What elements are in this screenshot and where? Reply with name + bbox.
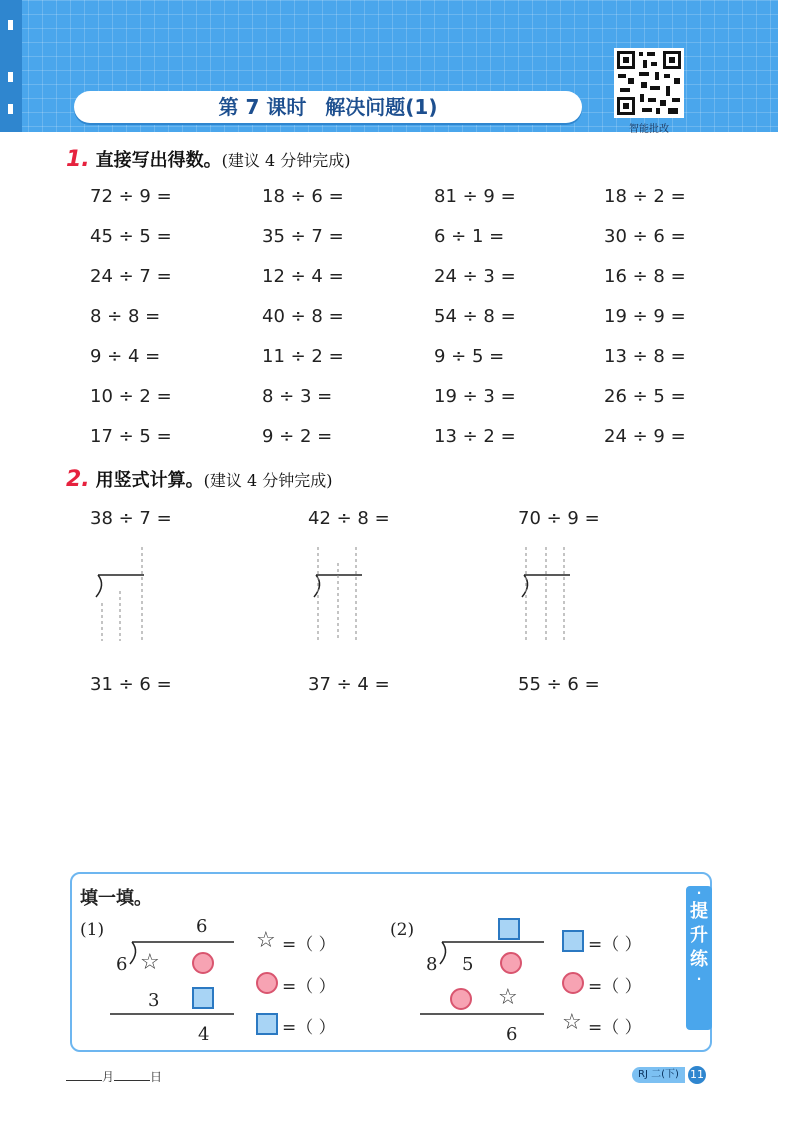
star-icon: ☆ [256,928,276,953]
oral-problem: 45 ÷ 5 = [90,226,172,247]
oral-problem: 11 ÷ 2 = [262,346,344,367]
oral-problem: 16 ÷ 8 = [604,266,686,287]
vertical-problem: 31 ÷ 6 = [90,674,172,695]
lesson-number: 第 7 课时 [218,95,307,119]
remainder-digit: 6 [506,1024,518,1045]
section2-heading [66,466,333,492]
oral-problem: 9 ÷ 4 = [90,346,161,367]
square-icon [192,987,214,1009]
day-blank[interactable] [114,1080,150,1081]
oral-problem: 35 ÷ 7 = [262,226,344,247]
circle-icon [450,988,472,1010]
dividend-digit: 5 [462,954,474,975]
tab-char: 练 [690,949,708,970]
oral-problem: 72 ÷ 9 = [90,186,172,207]
oral-problem: 19 ÷ 3 = [434,386,516,407]
qr-code-icon[interactable] [614,48,684,118]
remainder-digit: 4 [198,1024,210,1045]
answer-blank[interactable]: =（ ） [282,977,336,997]
section1-hint: (建议 4 分钟完成) [221,151,351,170]
answer-blank[interactable]: =（ ） [282,1018,336,1038]
oral-problem: 24 ÷ 3 = [434,266,516,287]
oral-problem: 12 ÷ 4 = [262,266,344,287]
date-field[interactable] [66,1068,162,1085]
division-bracket [110,936,240,1022]
oral-problem: 9 ÷ 2 = [262,426,333,447]
vertical-problem: 55 ÷ 6 = [518,674,600,695]
oral-problem: 24 ÷ 7 = [90,266,172,287]
oral-problem: 30 ÷ 6 = [604,226,686,247]
binding-mark [8,72,13,82]
section2-number: 2. [66,467,90,492]
problem-label: (1) [80,920,105,940]
month-blank[interactable] [66,1080,102,1081]
lesson-title [74,91,582,123]
oral-problem: 26 ÷ 5 = [604,386,686,407]
advanced-practice-tab: · 提 升 练 · [686,886,712,1030]
long-division-frame[interactable] [518,545,578,645]
long-division-frame[interactable] [92,545,152,645]
long-division-frame[interactable] [310,545,370,645]
oral-problem: 6 ÷ 1 = [434,226,505,247]
circle-icon [500,952,522,974]
divisor-digit: 8 [426,954,438,975]
tab-char: 提 [690,901,708,922]
vertical-problem: 38 ÷ 7 = [90,508,172,529]
vertical-problem: 70 ÷ 9 = [518,508,600,529]
tab-char: 升 [690,925,708,946]
oral-problem: 8 ÷ 3 = [262,386,333,407]
binding-mark [8,104,13,114]
division-bracket [420,936,550,1022]
month-label: 月 [102,1070,115,1084]
star-icon: ☆ [562,1010,582,1035]
oral-problem: 18 ÷ 2 = [604,186,686,207]
circle-icon [256,972,278,994]
problem-label: (2) [390,920,415,940]
oral-problem: 81 ÷ 9 = [434,186,516,207]
circle-icon [562,972,584,994]
square-icon [256,1013,278,1035]
oral-problem: 8 ÷ 8 = [90,306,161,327]
oral-problem: 54 ÷ 8 = [434,306,516,327]
answer-blank[interactable]: =（ ） [282,935,336,955]
answer-blank[interactable]: =（ ） [588,977,642,997]
star-icon: ☆ [498,985,518,1010]
circle-icon [192,952,214,974]
section1-title: 直接写出得数。 [95,150,222,171]
binding-mark [8,20,13,30]
section2-title: 用竖式计算。 [95,470,204,491]
divisor-digit: 6 [116,954,128,975]
oral-problem: 18 ÷ 6 = [262,186,344,207]
qr-caption: 智能批改 [629,124,669,135]
oral-problem: 13 ÷ 8 = [604,346,686,367]
vertical-problem: 42 ÷ 8 = [308,508,390,529]
quotient-digit: 6 [196,916,208,937]
edition-tag: RJ 二(下) [632,1067,685,1083]
oral-problem: 10 ÷ 2 = [90,386,172,407]
star-icon: ☆ [140,950,160,975]
section2-hint: (建议 4 分钟完成) [203,471,333,490]
answer-blank[interactable]: =（ ） [588,1018,642,1038]
page-number: 11 [688,1066,706,1084]
fill-in-title: 填一填。 [80,888,152,909]
day-label: 日 [150,1070,163,1084]
section1-heading [66,146,351,172]
oral-problem: 13 ÷ 2 = [434,426,516,447]
answer-blank[interactable]: =（ ） [588,935,642,955]
binding-strip [0,0,22,132]
oral-problem: 17 ÷ 5 = [90,426,172,447]
vertical-problem: 37 ÷ 4 = [308,674,390,695]
square-icon [562,930,584,952]
oral-problem: 19 ÷ 9 = [604,306,686,327]
section1-number: 1. [66,147,90,172]
lesson-topic: 解决问题(1) [325,95,438,119]
oral-problem: 40 ÷ 8 = [262,306,344,327]
oral-problem: 24 ÷ 9 = [604,426,686,447]
oral-problem: 9 ÷ 5 = [434,346,505,367]
product-digit: 3 [148,990,160,1011]
